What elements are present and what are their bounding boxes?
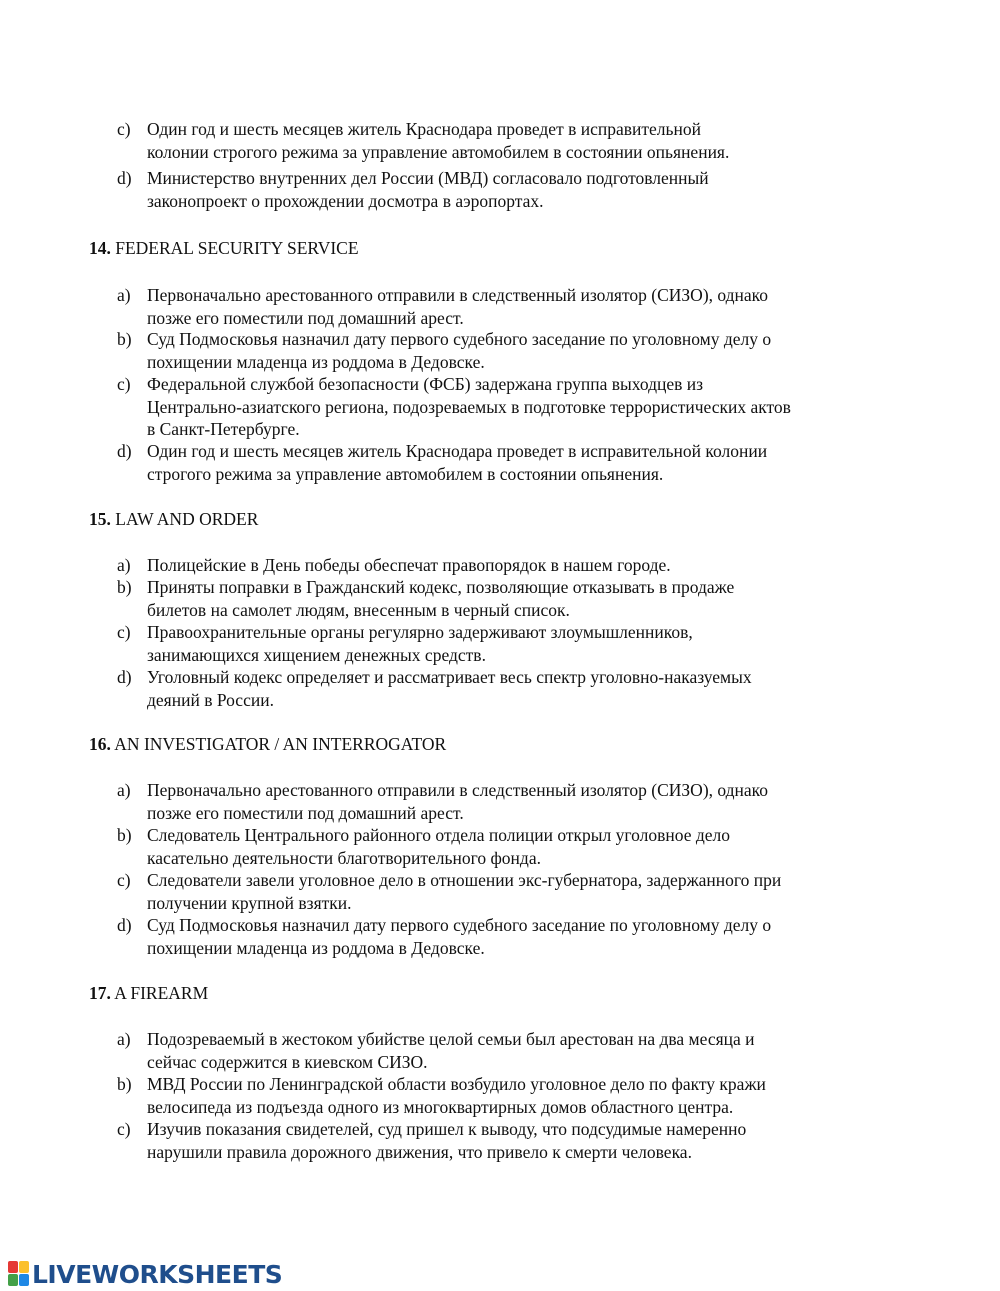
option-letter: c): [117, 374, 131, 394]
option-text: Суд Подмосковья назначил дату первого судебного заседание по уголовному делу о похищении младенца из роддома в Дедовске.: [147, 329, 772, 372]
option-text: Правоохранительные органы регулярно задерживают злоумышленников, занимающихся хищением денежных средств.: [147, 622, 693, 665]
option-letter: c): [117, 622, 131, 642]
option-letter: d): [117, 441, 132, 461]
liveworksheets-logo-icon: [8, 1261, 30, 1287]
option-text: Первоначально арестованного отправили в следственный изолятор (СИЗО), однако позже его поместили под домашний арест.: [147, 285, 769, 328]
question-number: 16.: [89, 734, 111, 754]
option-letter: a): [117, 1029, 131, 1049]
question-title: FEDERAL SECURITY SERVICE: [115, 238, 359, 258]
liveworksheets-logo[interactable]: [8, 1259, 282, 1289]
option-text: Один год и шесть месяцев житель Краснодара проведет в исправительной колонии строгого режима за управление автомобилем в состоянии опьянения.: [147, 441, 768, 484]
q16-heading: [89, 733, 446, 755]
option-letter: a): [117, 555, 131, 575]
q14-heading: [89, 237, 359, 259]
option-letter: b): [117, 577, 132, 597]
option-text: Следователь Центрального районного отдела полиции открыл уголовное дело касательно деятельности благотворительного фонда.: [147, 825, 731, 868]
question-title: LAW AND ORDER: [115, 509, 259, 529]
question-number: 15.: [89, 509, 111, 529]
option-text: Один год и шесть месяцев житель Краснодара проведет в исправительной колонии строгого режима за управление автомобилем в состоянии опьянения.: [147, 119, 730, 162]
option-text: Первоначально арестованного отправили в следственный изолятор (СИЗО), однако позже его поместили под домашний арест.: [147, 780, 769, 823]
option-text: Полицейские в День победы обеспечат правопорядок в нашем городе.: [147, 555, 671, 575]
logo-wordmark: LIVEWORKSHEETS: [32, 1259, 283, 1289]
option-letter: b): [117, 825, 132, 845]
option-letter: b): [117, 1074, 132, 1094]
option-text: Федеральной службой безопасности (ФСБ) задержана группа выходцев из Центрально-азиатского региона, подозреваемых в подготовке террористических актов в Санкт-Петербурге.: [147, 374, 791, 439]
option-letter: c): [117, 870, 131, 890]
option-letter: a): [117, 285, 131, 305]
option-letter: a): [117, 780, 131, 800]
option-letter: d): [117, 915, 132, 935]
option-text: Изучив показания свидетелей, суд пришел к выводу, что подсудимые намеренно нарушили правила дорожного движения, что привело к смерти человека.: [147, 1119, 747, 1162]
option-letter: d): [117, 667, 132, 687]
question-number: 14.: [89, 238, 111, 258]
option-text: Подозреваемый в жестоком убийстве целой семьи был арестован на два месяца и сейчас содержится в киевском СИЗО.: [147, 1029, 755, 1072]
option-text: МВД России по Ленинградской области возбудило уголовное дело по факту кражи велосипеда из подъезда одного из многоквартирных домов областного центра.: [147, 1074, 766, 1117]
option-letter: c): [117, 119, 131, 139]
question-title: A FIREARM: [114, 983, 209, 1003]
option-letter: b): [117, 329, 132, 349]
option-text: Суд Подмосковья назначил дату первого судебного заседание по уголовному делу о похищении младенца из роддома в Дедовске.: [147, 915, 772, 958]
question-number: 17.: [89, 983, 111, 1003]
option-text: Министерство внутренних дел России (МВД) согласовало подготовленный законопроект о прохождении досмотра в аэропортах.: [147, 168, 709, 211]
option-text: Приняты поправки в Гражданский кодекс, позволяющие отказывать в продаже билетов на самолет людям, внесенным в черный список.: [147, 577, 735, 620]
option-text: Уголовный кодекс определяет и рассматривает весь спектр уголовно-наказуемых деяний в России.: [147, 667, 752, 710]
option-text: Следователи завели уголовное дело в отношении экс-губернатора, задержанного при получении крупной взятки.: [147, 870, 782, 913]
option-letter: c): [117, 1119, 131, 1139]
option-letter: d): [117, 168, 132, 188]
question-title: AN INVESTIGATOR / AN INTERROGATOR: [114, 734, 447, 754]
q17-heading: [89, 982, 208, 1004]
q15-heading: [89, 508, 258, 530]
